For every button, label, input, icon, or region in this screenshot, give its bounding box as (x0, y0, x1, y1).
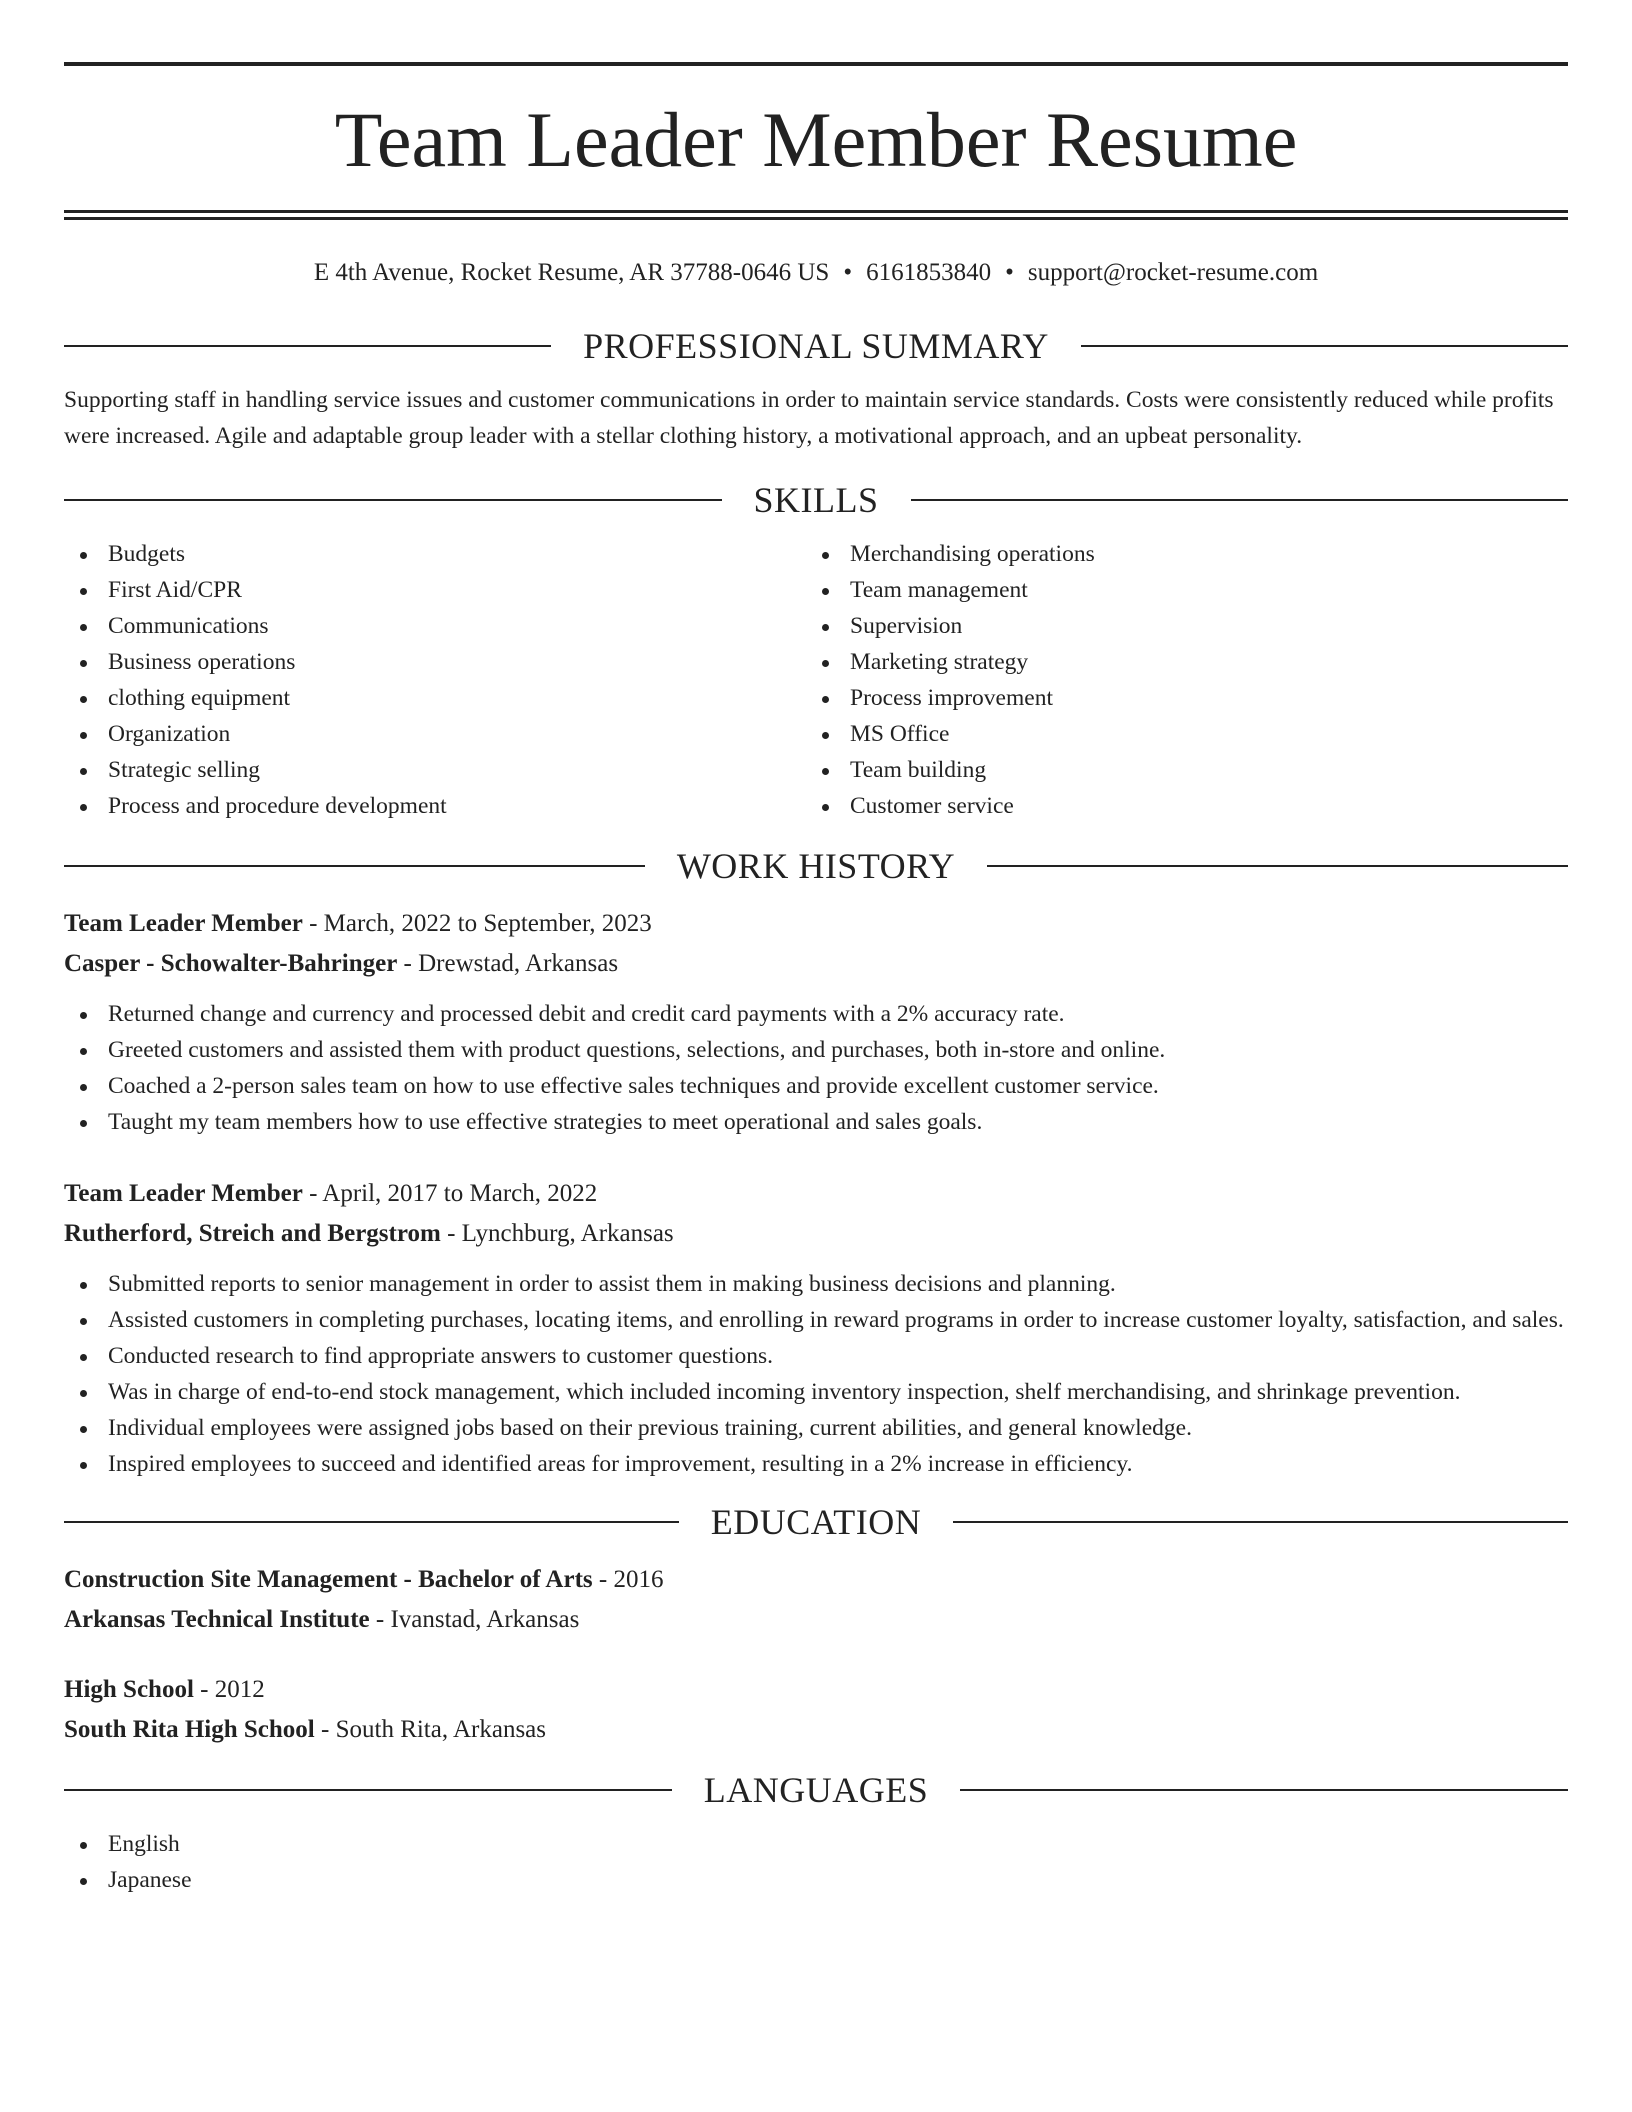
education-degree: Construction Site Management - Bachelor of Arts (64, 1565, 593, 1593)
skill-item: Budgets (64, 536, 806, 572)
summary-text: Supporting staff in handling service issues and customer communications in order to maintain service standards. Costs were consistently reduced while profits were increased. Agile and adaptable group leader with a stellar clothing history, a motivational approach, and an upbeat personality. (64, 387, 1554, 449)
skill-item: Customer service (806, 788, 1548, 824)
education-degree-line (64, 1670, 1568, 1710)
heading-rule (911, 499, 1569, 501)
languages-list (64, 1826, 1568, 1898)
job-bullets (64, 996, 1568, 1140)
section-heading-summary (64, 324, 1568, 368)
skill-item: Business operations (64, 644, 806, 680)
job-dates: - March, 2022 to September, 2023 (302, 909, 652, 937)
job-bullet: Greeted customers and assisted them with product questions, selections, and purchases, both in-store and online. (64, 1032, 1568, 1068)
contact-separator: • (843, 259, 853, 286)
section-title: EDUCATION (710, 1501, 922, 1542)
skills-list-right (806, 536, 1548, 824)
heading-rule (987, 865, 1568, 867)
education-location: - Ivanstad, Arkansas (369, 1605, 580, 1633)
section-heading-languages (64, 1768, 1568, 1812)
job-bullet: Was in charge of end-to-end stock management, which included incoming inventory inspection, shelf merchandising, and shrinkage prevention. (64, 1374, 1568, 1410)
job-title-line (64, 1174, 1568, 1214)
education-entry (64, 1670, 1568, 1750)
skill-item: Process and procedure development (64, 788, 806, 824)
language-item: Japanese (64, 1862, 1568, 1898)
job-title: Team Leader Member (64, 909, 303, 937)
job-bullet: Submitted reports to senior management in order to assist them in making business decisions and planning. (64, 1266, 1568, 1302)
skill-item: Merchandising operations (806, 536, 1548, 572)
education-degree-line (64, 1560, 1568, 1600)
heading-rule (64, 345, 551, 347)
section-title: LANGUAGES (703, 1769, 929, 1810)
language-item: English (64, 1826, 1568, 1862)
job-bullet: Individual employees were assigned jobs based on their previous training, current abilities, and general knowledge. (64, 1410, 1568, 1446)
job-entry (64, 1174, 1568, 1482)
skill-item: Organization (64, 716, 806, 752)
section-title: SKILLS (753, 479, 879, 520)
job-location: - Drewstad, Arkansas (397, 949, 619, 977)
resume-title: Team Leader Member Resume (334, 96, 1298, 183)
section-title: PROFESSIONAL SUMMARY (583, 326, 1049, 366)
section-heading-work (64, 844, 1568, 888)
heading-rule (1081, 345, 1568, 347)
job-bullet: Coached a 2-person sales team on how to use effective sales techniques and provide excellent customer service. (64, 1068, 1568, 1104)
skill-item: Strategic selling (64, 752, 806, 788)
section-heading-skills (64, 478, 1568, 522)
job-title-line (64, 904, 1568, 944)
skill-item: MS Office (806, 716, 1548, 752)
title-double-rule (64, 210, 1568, 220)
skill-item: clothing equipment (64, 680, 806, 716)
skills-columns (64, 536, 1568, 824)
education-year: - 2012 (193, 1675, 265, 1703)
skill-item: Supervision (806, 608, 1548, 644)
section-heading-education (64, 1500, 1568, 1544)
skill-item: Team building (806, 752, 1548, 788)
heading-rule (64, 865, 645, 867)
skill-item: Marketing strategy (806, 644, 1548, 680)
education-school: South Rita High School (64, 1715, 315, 1743)
job-company-line (64, 944, 1568, 984)
heading-rule (64, 1521, 679, 1523)
education-school-line (64, 1710, 1568, 1750)
job-bullet: Assisted customers in completing purchases, locating items, and enrolling in reward programs in order to increase customer loyalty, satisfaction, and sales. (64, 1302, 1568, 1338)
heading-rule (64, 1789, 672, 1791)
skill-item: Team management (806, 572, 1548, 608)
contact-phone: 6161853840 (866, 259, 992, 286)
heading-rule (960, 1789, 1568, 1791)
skill-item: First Aid/CPR (64, 572, 806, 608)
education-degree: High School (64, 1675, 194, 1703)
contact-email: support@rocket-resume.com (1027, 259, 1319, 286)
job-company: Rutherford, Streich and Bergstrom (64, 1219, 441, 1247)
job-entry (64, 904, 1568, 1140)
contact-address: E 4th Avenue, Rocket Resume, AR 37788-0646 US (313, 259, 830, 286)
job-bullets (64, 1266, 1568, 1482)
heading-rule (953, 1521, 1568, 1523)
skill-item: Communications (64, 608, 806, 644)
skills-list-left (64, 536, 806, 824)
education-entry (64, 1560, 1568, 1640)
education-location: - South Rita, Arkansas (314, 1715, 547, 1743)
job-bullet: Conducted research to find appropriate answers to customer questions. (64, 1338, 1568, 1374)
job-company-line (64, 1214, 1568, 1254)
education-school: Arkansas Technical Institute (64, 1605, 370, 1633)
skill-item: Process improvement (806, 680, 1548, 716)
job-bullet: Taught my team members how to use effective strategies to meet operational and sales goals. (64, 1104, 1568, 1140)
job-company: Casper - Schowalter-Bahringer (64, 949, 398, 977)
education-school-line (64, 1600, 1568, 1640)
job-bullet: Inspired employees to succeed and identified areas for improvement, resulting in a 2% increase in efficiency. (64, 1446, 1568, 1482)
top-rule (64, 62, 1568, 66)
job-dates: - April, 2017 to March, 2022 (302, 1179, 598, 1207)
job-title: Team Leader Member (64, 1179, 303, 1207)
education-year: - 2016 (592, 1565, 664, 1593)
job-location: - Lynchburg, Arkansas (440, 1219, 674, 1247)
contact-line (64, 256, 1568, 290)
contact-separator: • (1005, 259, 1014, 286)
heading-rule (64, 499, 722, 501)
section-title: WORK HISTORY (676, 845, 956, 886)
job-bullet: Returned change and currency and processed debit and credit card payments with a 2% accuracy rate. (64, 996, 1568, 1032)
